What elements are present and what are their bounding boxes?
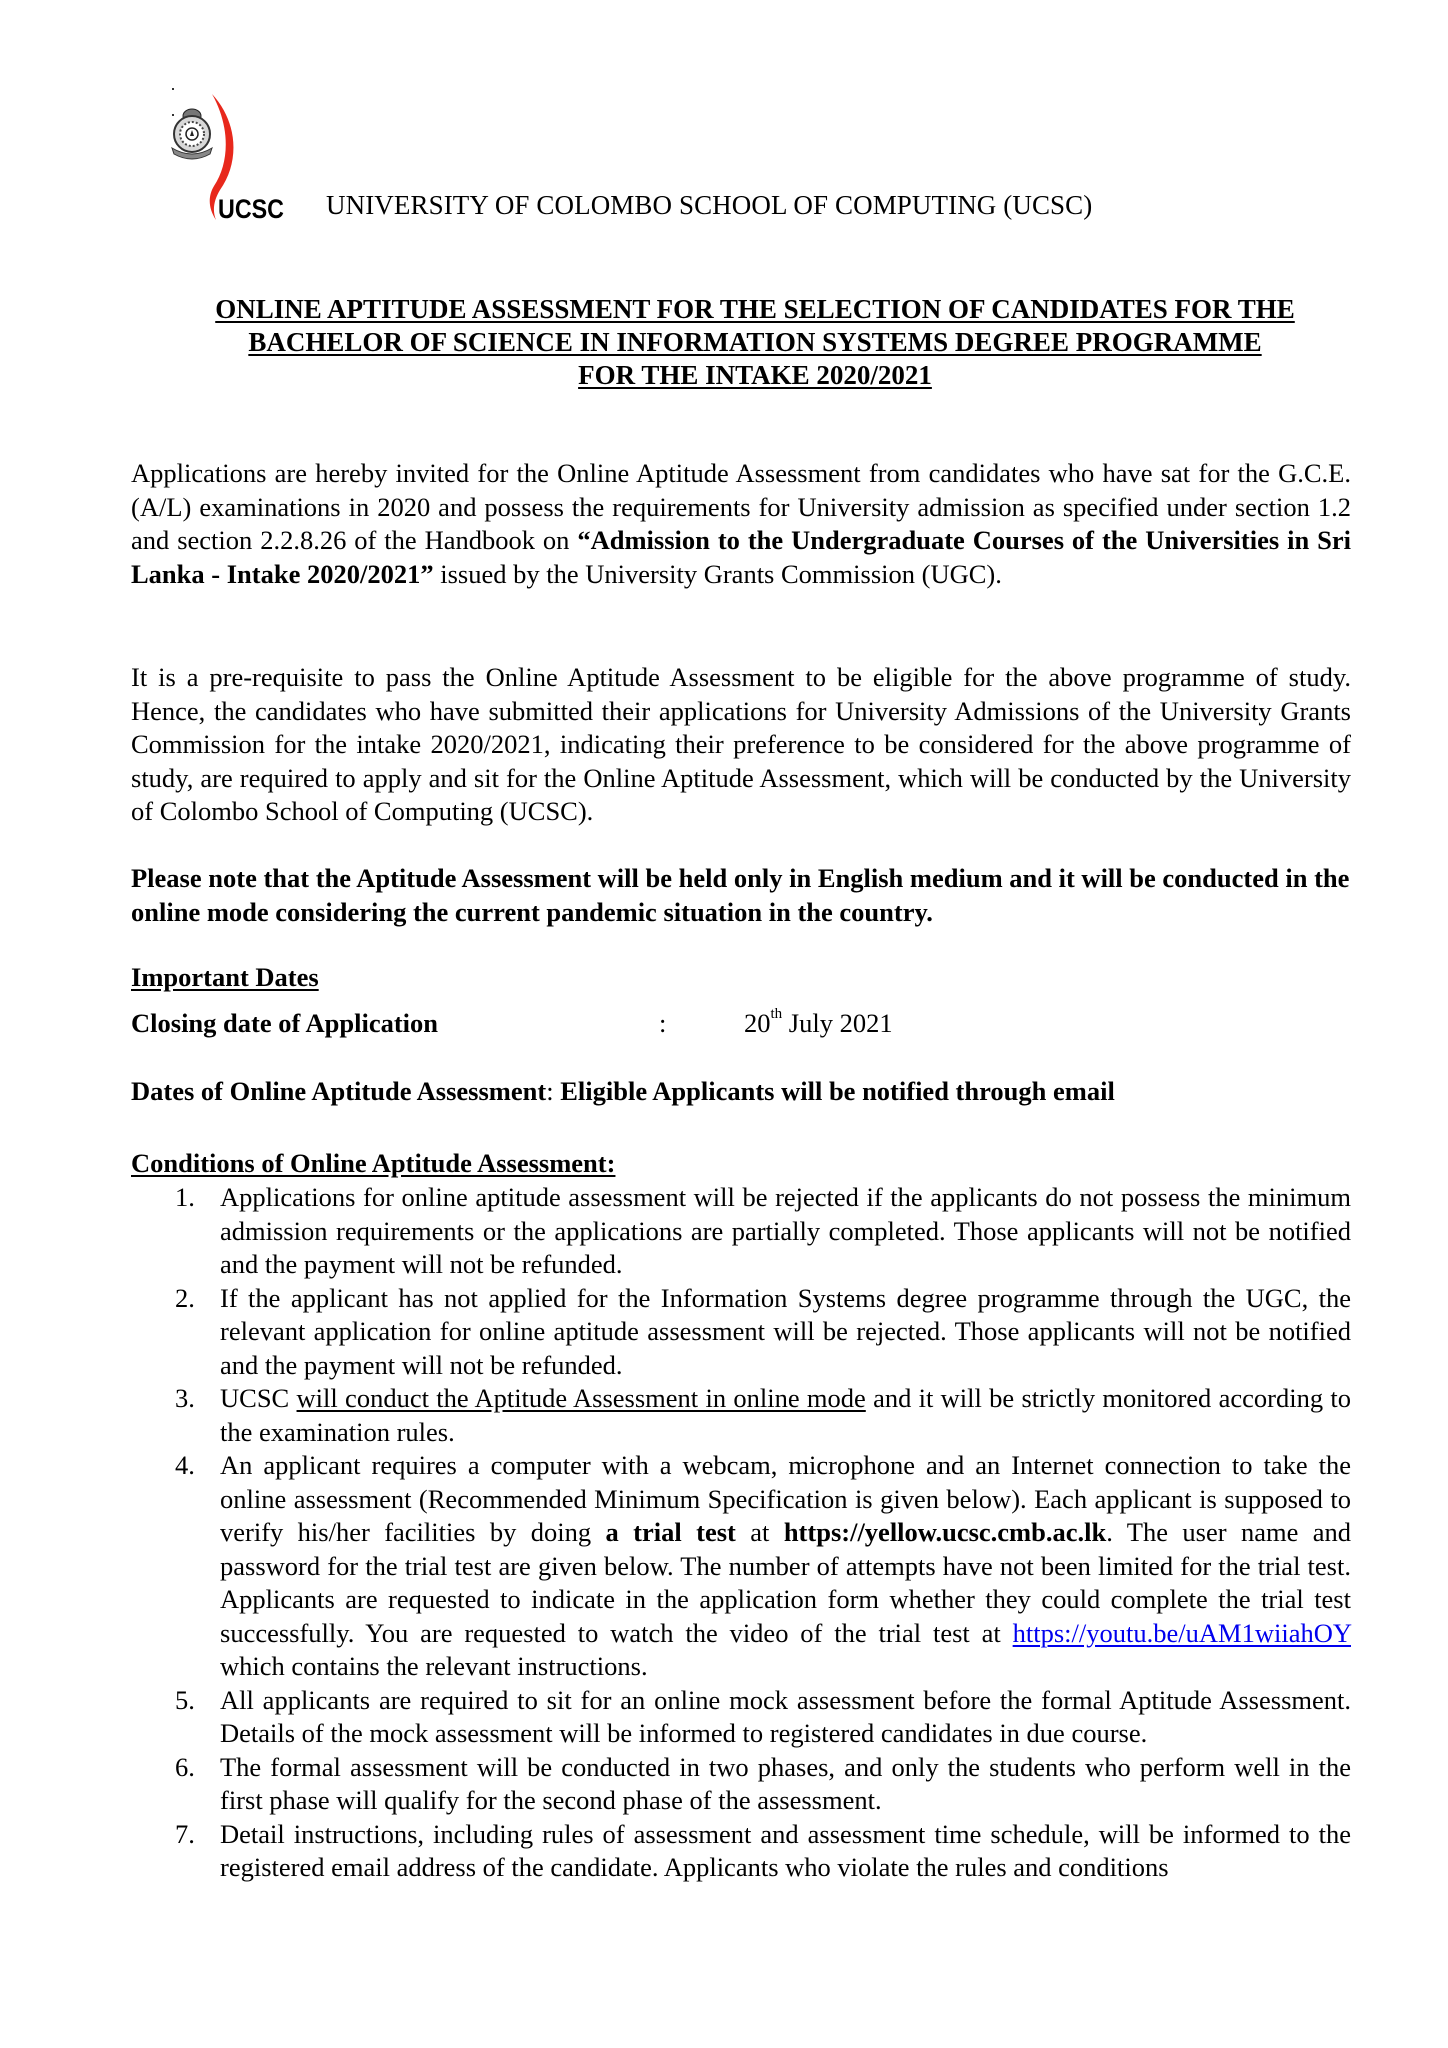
item-number: 6. bbox=[175, 1751, 195, 1782]
closing-date-separator: : bbox=[659, 1008, 667, 1038]
trial-test-emphasis: a trial test bbox=[605, 1517, 736, 1547]
condition-item bbox=[131, 1751, 1351, 1818]
title-line-3: FOR THE INTAKE 2020/2021 bbox=[578, 360, 932, 390]
item-text: at bbox=[735, 1517, 784, 1547]
intro-text-b: issued by the University Grants Commission (UGC). bbox=[433, 558, 1002, 589]
closing-date-label: Closing date of Application bbox=[131, 1008, 439, 1038]
condition-item bbox=[131, 1684, 1351, 1751]
important-dates-heading: Important Dates bbox=[131, 962, 319, 992]
university-crest-icon bbox=[168, 82, 288, 222]
item-text: An applicant requires a computer with a webcam, microphone and an Internet connection to take the online assessment (Recommended Minimum Specification is given below). Each applicant is supposed to verify his/her facilities by doing bbox=[220, 1450, 1351, 1547]
condition-item bbox=[131, 1181, 1351, 1282]
closing-date-value bbox=[744, 1008, 893, 1039]
item-text: If the applicant has not applied for the Information Systems degree programme through the UGC, the relevant application for online aptitude assessment will be rejected. Those applicants will not be notified and the payment will not be refunded. bbox=[220, 1282, 1351, 1380]
trial-test-url: https://yellow.ucsc.cmb.ac.lk bbox=[783, 1517, 1107, 1547]
intro-paragraph bbox=[131, 457, 1351, 591]
item-text: and it will be strictly monitored according to the examination rules. bbox=[220, 1383, 1351, 1447]
ucsc-logo bbox=[168, 82, 288, 222]
closing-day: 20 bbox=[744, 1008, 771, 1038]
item-text: The formal assessment will be conducted in two phases, and only the students who perform well in the first phase will qualify for the second phase of the assessment. bbox=[220, 1751, 1351, 1815]
item-number: 4. bbox=[175, 1450, 195, 1480]
title-line-1: ONLINE APTITUDE ASSESSMENT FOR THE SELECTION OF CANDIDATES FOR THE bbox=[215, 294, 1295, 324]
item-text: UCSC bbox=[220, 1383, 297, 1413]
conditions-heading: Conditions of Online Aptitude Assessment: bbox=[131, 1148, 616, 1178]
assessment-dates-value: Eligible Applicants will be notified through email bbox=[560, 1076, 1115, 1106]
medium-notice: Please note that the Aptitude Assessment will be held only in English medium and it will be conducted in the online mode considering the current pandemic situation in the country. bbox=[131, 863, 1350, 927]
closing-month-year: July 2021 bbox=[782, 1008, 893, 1038]
item-number: 3. bbox=[175, 1383, 195, 1413]
document-title bbox=[130, 293, 1380, 392]
item-number: 1. bbox=[175, 1182, 195, 1212]
item-text: All applicants are required to sit for an online mock assessment before the formal Aptitude Assessment. Details of the mock assessment will be informed to registered candidates in due course. bbox=[220, 1684, 1351, 1748]
institution-name: UNIVERSITY OF COLOMBO SCHOOL OF COMPUTING (UCSC) bbox=[326, 190, 1093, 220]
assessment-dates-colon: : bbox=[546, 1076, 561, 1106]
item-text: . The user name and password for the trial test are given below. The number of attempts have not been limited for the trial test. Applicants are requested to indicate in the application form whether they could complete the trial test successfully. You are requested to watch the video of the trial test at bbox=[220, 1517, 1351, 1648]
condition-item bbox=[131, 1449, 1351, 1684]
item-number: 5. bbox=[175, 1684, 195, 1715]
item-number: 2. bbox=[175, 1282, 195, 1313]
closing-date-row bbox=[131, 1008, 1031, 1042]
logo-text: UCSC bbox=[218, 194, 284, 222]
prerequisite-paragraph: It is a pre-requisite to pass the Online Aptitude Assessment to be eligible for the above programme of study. Hence, the candidates who have submitted their applications for University Admissions of the University Grants Commission for the intake 2020/2021, indicating their preference to be considered for the above programme of study, are required to apply and sit for the Online Aptitude Assessment, which will be conducted by the University of Colombo School of Computing (UCSC). bbox=[131, 662, 1351, 826]
conditions-list bbox=[131, 1181, 1351, 1885]
item-text: which contains the relevant instructions. bbox=[220, 1651, 648, 1681]
intro-text-a: Applications are hereby invited for the Online Aptitude Assessment from candidates who have sat for the G.C.E. (A/L) examinations in 2020 and possess the requirements for University admission as specified under section 1.2 and section 2.2.8.26 of the Handbook on bbox=[131, 458, 1351, 555]
assessment-dates-row bbox=[131, 1076, 1115, 1107]
trial-video-link[interactable]: https://youtu.be/uAM1wiiahOY bbox=[1012, 1617, 1351, 1648]
title-line-2: BACHELOR OF SCIENCE IN INFORMATION SYSTEMS DEGREE PROGRAMME bbox=[248, 327, 1262, 357]
item-text: Applications for online aptitude assessment will be rejected if the applicants do not possess the minimum admission requirements or the applications are partially completed. Those applicants will not be notified and the payment will not be refunded. bbox=[220, 1182, 1351, 1279]
condition-item bbox=[131, 1818, 1351, 1885]
condition-item bbox=[131, 1282, 1351, 1383]
closing-day-suffix: th bbox=[770, 1006, 783, 1022]
item-number: 7. bbox=[175, 1818, 195, 1849]
item-text: Detail instructions, including rules of assessment and assessment time schedule, will be informed to the registered email address of the candidate. Applicants who violate the rules and conditions bbox=[220, 1818, 1351, 1882]
condition-item bbox=[131, 1382, 1351, 1449]
online-mode-emphasis: will conduct the Aptitude Assessment in online mode bbox=[296, 1383, 866, 1413]
assessment-dates-label: Dates of Online Aptitude Assessment bbox=[131, 1076, 547, 1106]
handbook-title: “Admission to the Undergraduate Courses of the Universities in Sri Lanka - Intake 2020/2021” bbox=[131, 525, 1351, 589]
